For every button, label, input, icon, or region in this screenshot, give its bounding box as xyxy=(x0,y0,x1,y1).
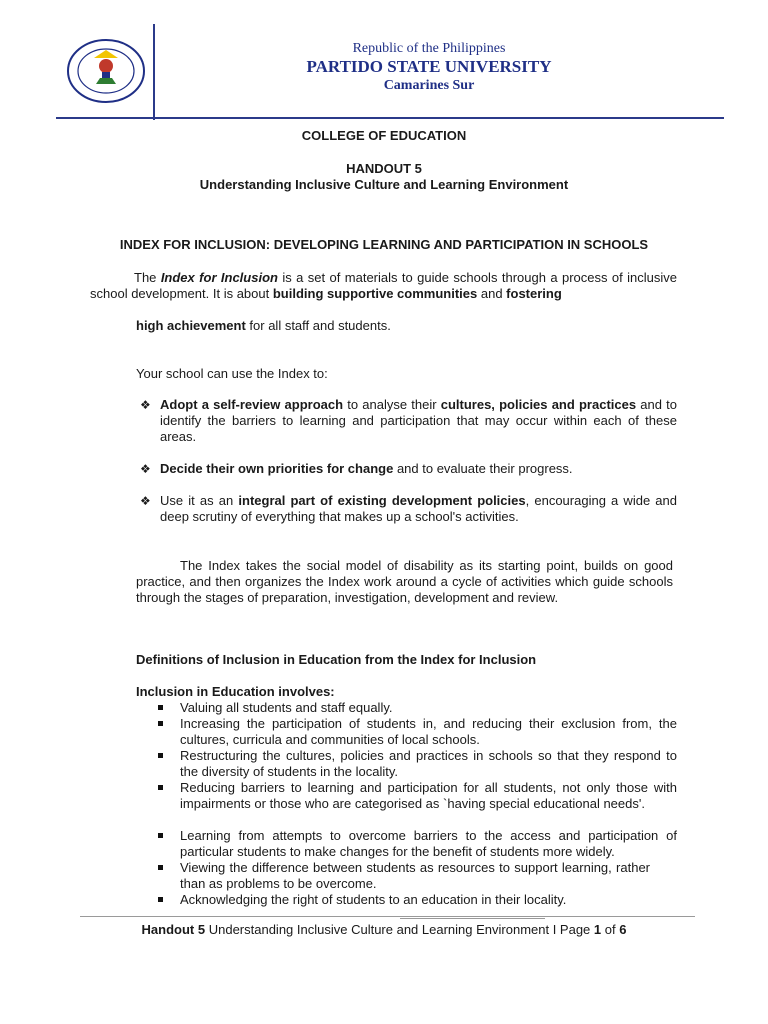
footer-page-total: 6 xyxy=(619,922,627,937)
involves-item xyxy=(180,892,677,908)
use-item-bold: Decide their own priorities for change xyxy=(160,461,394,476)
use-item-rest: and to identify the barriers to learning and participation that may occur within each of these areas. xyxy=(160,397,677,444)
university-seal-icon xyxy=(66,38,146,104)
header-university: PARTIDO STATE UNIVERSITY xyxy=(306,57,552,76)
use-item-bold: Adopt a self-review approach xyxy=(160,397,344,412)
header-divider-vertical xyxy=(153,24,155,120)
involves-item-text: Increasing the participation of students in, and reducing their exclusion from, the cultures, curricula and communities of local schools. xyxy=(180,716,677,747)
square-bullet-icon xyxy=(158,897,163,902)
involves-item-text: Valuing all students and staff equally. xyxy=(180,700,393,715)
use-item-bold2: cultures, policies and practices xyxy=(440,397,637,412)
involves-title: Inclusion in Education involves: xyxy=(136,684,335,699)
handout-number: HANDOUT 5 xyxy=(346,161,422,176)
use-item xyxy=(140,397,677,445)
intro-text-3: and xyxy=(477,286,507,301)
social-model-paragraph: The Index takes the social model of disability as its starting point, builds on good practice, and then organizes the Index work around a cycle of activities which guide schools through the stages of preparation, investigation, development and review. xyxy=(136,558,673,605)
use-item-text: Use it as an xyxy=(160,493,239,508)
square-bullet-icon xyxy=(158,705,163,710)
involves-item xyxy=(180,700,677,716)
intro-italic: Index for Inclusion xyxy=(160,270,278,285)
intro-bold-2: fostering xyxy=(506,286,562,301)
diamond-bullet-icon: ❖ xyxy=(140,494,151,508)
use-item xyxy=(140,461,677,477)
square-bullet-icon xyxy=(158,865,163,870)
involves-item xyxy=(180,828,677,860)
footer-handout: Handout 5 xyxy=(141,922,206,937)
involves-item-text: Learning from attempts to overcome barriers to the access and participation of particular students to make changes for the benefit of students more widely. xyxy=(180,828,677,859)
definitions-title: Definitions of Inclusion in Education from the Index for Inclusion xyxy=(136,652,537,667)
involves-item xyxy=(180,860,650,892)
header-republic: Republic of the Philippines xyxy=(352,41,506,56)
footer-page-number: 1 xyxy=(593,922,602,937)
use-item-text: and to evaluate their progress. xyxy=(393,461,573,476)
diamond-bullet-icon: ❖ xyxy=(140,398,151,412)
involves-item-text: Acknowledging the right of students to an education in their locality. xyxy=(180,892,567,907)
header-province: Camarines Sur xyxy=(383,78,475,93)
involves-item-text: Restructuring the cultures, policies and practices in schools so that they respond to the diversity of students in the locality. xyxy=(180,748,677,779)
header-divider-horizontal xyxy=(56,117,724,119)
involves-item xyxy=(180,748,677,780)
involves-item xyxy=(180,780,677,812)
square-bullet-icon xyxy=(158,833,163,838)
intro-paragraph xyxy=(90,270,677,302)
intro-text-4: for all staff and students. xyxy=(245,318,391,333)
intro-bold-1: building supportive communities xyxy=(272,286,478,301)
intro-paragraph-tail xyxy=(136,318,391,334)
footer-divider-accent xyxy=(400,918,545,919)
square-bullet-icon xyxy=(158,785,163,790)
involves-item xyxy=(180,716,677,748)
intro-text-1: The xyxy=(134,270,161,285)
diamond-bullet-icon: ❖ xyxy=(140,462,151,476)
college-title: COLLEGE OF EDUCATION xyxy=(301,128,467,143)
use-item-bold2: integral part of existing development policies xyxy=(238,493,526,508)
section-title: INDEX FOR INCLUSION: DEVELOPING LEARNING AND PARTICIPATION IN SCHOOLS xyxy=(119,237,649,252)
use-item xyxy=(140,493,678,525)
use-item-rest: , encouraging a wide and deep scrutiny of everything that makes up a school's activities. xyxy=(160,493,678,524)
handout-subtitle: Understanding Inclusive Culture and Learning Environment xyxy=(199,177,569,192)
involves-item-text: Reducing barriers to learning and participation for all students, not only those with impairments or those who are categorised as `having special educational needs'. xyxy=(180,780,677,811)
use-item-text: to analyse their xyxy=(343,397,441,412)
square-bullet-icon xyxy=(158,721,163,726)
footer-title: Understanding Inclusive Culture and Learning Environment I Page xyxy=(205,922,594,937)
involves-item-text: Viewing the difference between students as resources to support learning, rather than as problems to be overcome. xyxy=(180,860,650,891)
square-bullet-icon xyxy=(158,753,163,758)
intro-text-2: is a set of materials to guide schools through a process of inclusive school development. It is about xyxy=(90,270,677,301)
footer-of: of xyxy=(601,922,620,937)
header-block xyxy=(160,40,698,94)
page-footer xyxy=(0,922,768,938)
footer-divider xyxy=(80,916,695,917)
use-intro: Your school can use the Index to: xyxy=(136,366,328,381)
intro-bold-3: high achievement xyxy=(136,318,246,333)
